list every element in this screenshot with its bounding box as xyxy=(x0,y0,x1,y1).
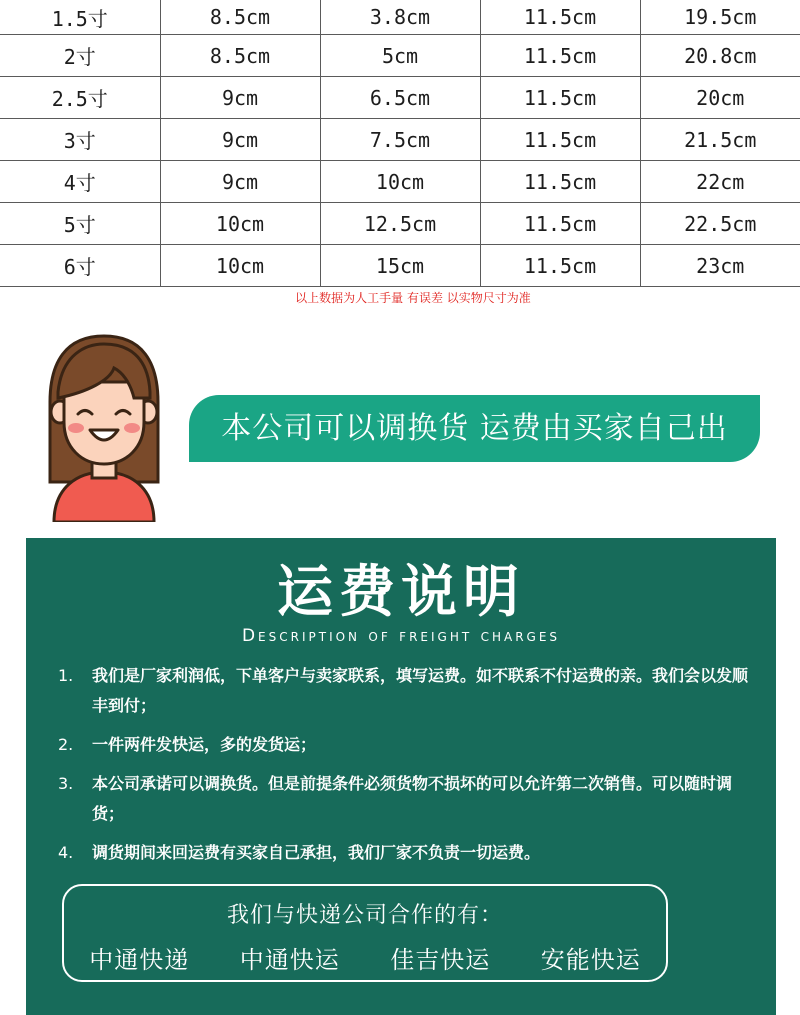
rule-text: 调货期间来回运费有买家自己承担，我们厂家不负责一切运费。 xyxy=(92,843,541,862)
size-row xyxy=(0,161,800,203)
size-cell: 11.5cm xyxy=(480,161,640,203)
size-cell: 10cm xyxy=(320,161,480,203)
size-cell: 11.5cm xyxy=(480,245,640,287)
size-cell: 10cm xyxy=(160,203,320,245)
size-cell: 21.5cm xyxy=(640,119,800,161)
rule-text: 我们是厂家利润低，下单客户与卖家联系，填写运费。如不联系不付运费的亲。我们会以发顺丰到付； xyxy=(92,666,749,715)
size-cell: 6.5cm xyxy=(320,77,480,119)
rule-item xyxy=(58,661,758,721)
size-cell: 6寸 xyxy=(0,245,160,287)
partner-name: 安能快运 xyxy=(540,946,641,974)
rule-text: 本公司承诺可以调换货。但是前提条件必须货物不损坏的可以允许第二次销售。可以随时调货； xyxy=(92,774,733,823)
size-cell: 11.5cm xyxy=(480,203,640,245)
rule-text: 一件两件发快运，多的发货运； xyxy=(92,735,317,754)
size-cell: 11.5cm xyxy=(480,35,640,77)
rule-number: 4. xyxy=(58,843,74,862)
exchange-banner xyxy=(189,395,760,462)
size-cell: 23cm xyxy=(640,245,800,287)
size-cell: 20.8cm xyxy=(640,35,800,77)
size-cell: 15cm xyxy=(320,245,480,287)
size-row xyxy=(0,35,800,77)
size-cell: 22cm xyxy=(640,161,800,203)
partner-name: 佳吉快运 xyxy=(390,946,491,974)
partner-list xyxy=(64,940,666,975)
size-table xyxy=(0,0,800,287)
size-row xyxy=(0,245,800,287)
partner-name: 中通快运 xyxy=(239,946,340,974)
rule-number: 1. xyxy=(58,666,74,685)
freight-subtitle: Description of freight charges xyxy=(241,626,561,646)
size-cell: 11.5cm xyxy=(480,77,640,119)
size-cell: 5cm xyxy=(320,35,480,77)
freight-rules-list xyxy=(58,661,758,877)
rule-item xyxy=(58,769,758,829)
size-cell: 12.5cm xyxy=(320,203,480,245)
size-cell: 1.5寸 xyxy=(0,0,160,35)
size-cell: 8.5cm xyxy=(160,0,320,35)
rule-item xyxy=(58,730,758,760)
size-cell: 11.5cm xyxy=(480,0,640,35)
measurement-note: 以上数据为人工手量 有误差 以实物尺寸为准 xyxy=(295,291,531,305)
size-cell: 2寸 xyxy=(0,35,160,77)
size-cell: 7.5cm xyxy=(320,119,480,161)
size-cell: 10cm xyxy=(160,245,320,287)
size-cell: 3寸 xyxy=(0,119,160,161)
rule-item xyxy=(58,838,758,868)
size-cell: 11.5cm xyxy=(480,119,640,161)
size-cell: 5寸 xyxy=(0,203,160,245)
partners-title: 我们与快递公司合作的有： xyxy=(226,903,503,928)
size-cell: 22.5cm xyxy=(640,203,800,245)
size-row xyxy=(0,77,800,119)
size-cell: 4寸 xyxy=(0,161,160,203)
size-cell: 9cm xyxy=(160,119,320,161)
size-row xyxy=(0,203,800,245)
rule-number: 2. xyxy=(58,735,74,754)
size-cell: 9cm xyxy=(160,161,320,203)
size-row xyxy=(0,0,800,35)
size-cell: 9cm xyxy=(160,77,320,119)
size-cell: 2.5寸 xyxy=(0,77,160,119)
partner-name: 中通快递 xyxy=(89,946,190,974)
size-cell: 19.5cm xyxy=(640,0,800,35)
size-cell: 20cm xyxy=(640,77,800,119)
courier-partners-box xyxy=(62,884,668,982)
rule-number: 3. xyxy=(58,774,74,793)
size-cell: 8.5cm xyxy=(160,35,320,77)
size-row xyxy=(0,119,800,161)
banner-text: 本公司可以调换货 运费由买家自己出 xyxy=(221,411,728,446)
girl-avatar-icon xyxy=(38,332,170,522)
freight-panel xyxy=(26,538,776,1015)
size-cell: 3.8cm xyxy=(320,0,480,35)
freight-title: 运费说明 xyxy=(277,560,525,625)
